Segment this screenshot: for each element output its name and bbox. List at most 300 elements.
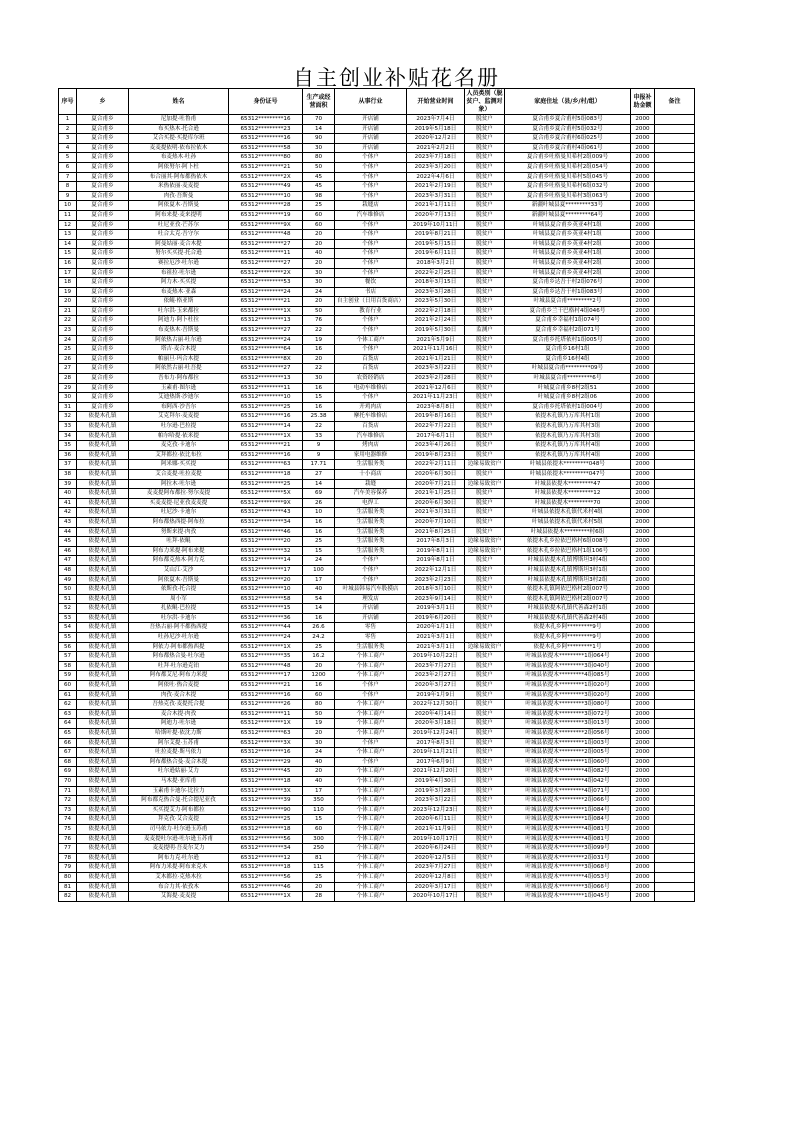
category-cell: 脱贫户 [465, 623, 505, 633]
address-cell: 叶城县依提木*********4组085号 [505, 671, 631, 681]
township-cell: 依提木孔镇 [77, 479, 129, 489]
remarks-cell [655, 278, 695, 288]
remarks-cell [655, 613, 695, 623]
industry-cell: 个体工商户 [335, 767, 407, 777]
township-cell: 依提木孔镇 [77, 556, 129, 566]
index-cell: 5 [59, 153, 77, 163]
name-cell: 帕丽旦·玛合木提 [129, 354, 229, 364]
name-cell: 阿依然古丽·吐吾提 [129, 364, 229, 374]
start-date-cell: 2023年3月22日 [407, 796, 465, 806]
amount-cell: 2000 [631, 239, 655, 249]
start-date-cell: 2019年10月22日 [407, 652, 465, 662]
header-address: 家庭住址（县/乡/村/组） [505, 89, 631, 115]
start-date-cell: 2017年8月3日 [407, 738, 465, 748]
id-number-cell: 65312*********43 [229, 508, 303, 518]
index-cell: 70 [59, 776, 77, 786]
industry-cell: 个体户 [335, 220, 407, 230]
table-row [59, 594, 695, 604]
name-cell: 阿依吐·热合麦提 [129, 681, 229, 691]
start-date-cell: 2022年12月30日 [407, 700, 465, 710]
amount-cell: 2000 [631, 844, 655, 854]
address-cell: 叶城县依提木孔镇代善森2村4组 [505, 613, 631, 623]
remarks-cell [655, 172, 695, 182]
remarks-cell [655, 402, 695, 412]
table-row [59, 805, 695, 815]
amount-cell: 2000 [631, 268, 655, 278]
area-cell: 80 [303, 153, 335, 163]
township-cell: 依提木孔镇 [77, 422, 129, 432]
remarks-cell [655, 258, 695, 268]
category-cell: 监测户 [465, 326, 505, 336]
address-cell: 依提木孔镇阿依巴格村2组007号 [505, 585, 631, 595]
category-cell: 脱贫户 [465, 364, 505, 374]
name-cell: 阿布都艾尼·阿布力米提 [129, 671, 229, 681]
id-number-cell: 65312*********27 [229, 326, 303, 336]
table-row [59, 508, 695, 518]
amount-cell: 2000 [631, 162, 655, 172]
area-cell: 17 [303, 575, 335, 585]
index-cell: 58 [59, 661, 77, 671]
amount-cell: 2000 [631, 297, 655, 307]
start-date-cell: 2020年6月24日 [407, 844, 465, 854]
category-cell: 边缘易致贫户 [465, 479, 505, 489]
address-cell: 叶城县依提木*********70 [505, 498, 631, 508]
industry-cell: 个体工商户 [335, 709, 407, 719]
industry-cell: 个体工商户 [335, 815, 407, 825]
name-cell: 阿依夏木·吾斯曼 [129, 575, 229, 585]
name-cell: 麦麦提依明·依布拉依木 [129, 143, 229, 153]
area-cell: 19 [303, 335, 335, 345]
township-cell: 依提木孔镇 [77, 844, 129, 854]
township-cell: 依提木孔镇 [77, 834, 129, 844]
index-cell: 55 [59, 633, 77, 643]
remarks-cell [655, 354, 695, 364]
remarks-cell [655, 249, 695, 259]
id-number-cell: 65312*********21 [229, 681, 303, 691]
township-cell: 依提木孔镇 [77, 824, 129, 834]
table-row [59, 450, 695, 460]
address-cell: 叶城县依提木*********1组064号 [505, 652, 631, 662]
amount-cell: 2000 [631, 153, 655, 163]
industry-cell: 个体工商户 [335, 652, 407, 662]
amount-cell: 2000 [631, 182, 655, 192]
table-row [59, 824, 695, 834]
index-cell: 82 [59, 892, 77, 902]
name-cell: 麦合木提·肉孜 [129, 709, 229, 719]
id-number-cell: 65312*********16 [229, 115, 303, 125]
category-cell: 脱贫户 [465, 882, 505, 892]
start-date-cell: 2021年11月9日 [407, 824, 465, 834]
industry-cell: 个体工商户 [335, 661, 407, 671]
amount-cell: 2000 [631, 278, 655, 288]
name-cell: 周小军 [129, 594, 229, 604]
name-cell: 阿布来提·麦来提明 [129, 210, 229, 220]
start-date-cell: 2020年12月8日 [407, 872, 465, 882]
id-number-cell: 65312*********19 [229, 210, 303, 220]
township-cell: 依提木孔镇 [77, 613, 129, 623]
amount-cell: 2000 [631, 441, 655, 451]
area-cell: 115 [303, 863, 335, 873]
start-date-cell: 2020年4月14日 [407, 709, 465, 719]
amount-cell: 2000 [631, 738, 655, 748]
start-date-cell: 2020年7月21日 [407, 479, 465, 489]
id-number-cell: 65312*********21 [229, 297, 303, 307]
id-number-cell: 65312*********48 [229, 661, 303, 671]
address-cell: 叶城县依提木*********12 [505, 489, 631, 499]
area-cell: 16 [303, 613, 335, 623]
remarks-cell [655, 115, 695, 125]
township-cell: 依提木孔镇 [77, 729, 129, 739]
amount-cell: 2000 [631, 815, 655, 825]
township-cell: 依提木孔镇 [77, 681, 129, 691]
id-number-cell: 65312*********34 [229, 517, 303, 527]
start-date-cell: 2023年5月30日 [407, 297, 465, 307]
category-cell: 脱贫户 [465, 527, 505, 537]
industry-cell: 十小商店 [335, 469, 407, 479]
category-cell: 脱贫户 [465, 834, 505, 844]
start-date-cell: 2017年6月9日 [407, 757, 465, 767]
industry-cell: 生活服务类 [335, 460, 407, 470]
amount-cell: 2000 [631, 767, 655, 777]
area-cell: 40 [303, 776, 335, 786]
start-date-cell: 2022年12月1日 [407, 565, 465, 575]
township-cell: 依提木孔镇 [77, 719, 129, 729]
area-cell: 20 [303, 230, 335, 240]
area-cell: 16.2 [303, 652, 335, 662]
township-cell: 依提木孔镇 [77, 498, 129, 508]
industry-cell: 个体户 [335, 239, 407, 249]
address-cell: 依提木孔乡阿*********9号 [505, 623, 631, 633]
index-cell: 24 [59, 335, 77, 345]
industry-cell: 理发店 [335, 594, 407, 604]
id-number-cell: 65312*********2X [229, 172, 303, 182]
category-cell: 边缘易致贫户 [465, 642, 505, 652]
address-cell: 叶城县依提木*********1组020号 [505, 681, 631, 691]
area-cell: 14 [303, 479, 335, 489]
category-cell: 脱贫户 [465, 748, 505, 758]
address-cell: 夏合甫乡吐格曼贝希村3组063号 [505, 191, 631, 201]
township-cell: 依提木孔镇 [77, 786, 129, 796]
table-row [59, 201, 695, 211]
remarks-cell [655, 805, 695, 815]
table-row [59, 834, 695, 844]
start-date-cell: 2023年7月18日 [407, 153, 465, 163]
name-cell: 吐孙尼沙·吐尔逊 [129, 633, 229, 643]
amount-cell: 2000 [631, 834, 655, 844]
index-cell: 79 [59, 863, 77, 873]
category-cell: 脱贫户 [465, 297, 505, 307]
amount-cell: 2000 [631, 364, 655, 374]
table-row [59, 872, 695, 882]
table-row [59, 412, 695, 422]
township-cell: 依提木孔镇 [77, 671, 129, 681]
category-cell: 脱贫户 [465, 412, 505, 422]
index-cell: 36 [59, 450, 77, 460]
start-date-cell: 2018年3月2日 [407, 258, 465, 268]
table-row [59, 479, 695, 489]
area-cell: 17 [303, 786, 335, 796]
table-row [59, 767, 695, 777]
id-number-cell: 65312*********27 [229, 258, 303, 268]
address-cell: 叶城县依提木*********1组060号 [505, 757, 631, 767]
township-cell: 依提木孔镇 [77, 604, 129, 614]
address-cell: 叶城县依提木孔镇博斯坦3村4组 [505, 556, 631, 566]
id-number-cell: 65312*********25 [229, 402, 303, 412]
remarks-cell [655, 201, 695, 211]
index-cell: 42 [59, 508, 77, 518]
remarks-cell [655, 892, 695, 902]
name-cell: 艾海提·麦麦提 [129, 892, 229, 902]
township-cell: 依提木孔镇 [77, 575, 129, 585]
remarks-cell [655, 412, 695, 422]
id-number-cell: 65312*********90 [229, 805, 303, 815]
header-area: 生产或经营面积 [303, 89, 335, 115]
index-cell: 6 [59, 162, 77, 172]
industry-cell: 开店铺 [335, 604, 407, 614]
remarks-cell [655, 652, 695, 662]
index-cell: 52 [59, 604, 77, 614]
area-cell: 60 [303, 220, 335, 230]
id-number-cell: 65312*********16 [229, 748, 303, 758]
category-cell: 脱贫户 [465, 469, 505, 479]
start-date-cell: 2019年8月23日 [407, 450, 465, 460]
id-number-cell: 65312*********44 [229, 623, 303, 633]
id-number-cell: 65312*********1X [229, 642, 303, 652]
category-cell: 脱贫户 [465, 556, 505, 566]
name-cell: 努斯来提·肉孜 [129, 527, 229, 537]
id-number-cell: 65312*********21 [229, 162, 303, 172]
amount-cell: 2000 [631, 134, 655, 144]
category-cell: 脱贫户 [465, 306, 505, 316]
area-cell: 26 [303, 498, 335, 508]
address-cell: 夏合甫乡幸福村2组071号 [505, 326, 631, 336]
township-cell: 夏合甫乡 [77, 326, 129, 336]
township-cell: 夏合甫乡 [77, 230, 129, 240]
industry-cell: 个体户 [335, 738, 407, 748]
name-cell: 布合力其·依孜木 [129, 882, 229, 892]
industry-cell: 汽车维修店 [335, 210, 407, 220]
id-number-cell: 65312*********45 [229, 767, 303, 777]
category-cell: 脱贫户 [465, 575, 505, 585]
address-cell: 依提木孔乡阿*********1号 [505, 642, 631, 652]
category-cell: 脱贫户 [465, 210, 505, 220]
remarks-cell [655, 268, 695, 278]
subsidy-roster-table [58, 88, 695, 902]
name-cell: 艾克拜尔·麦麦提 [129, 412, 229, 422]
index-cell: 14 [59, 239, 77, 249]
area-cell: 25 [303, 537, 335, 547]
industry-cell: 个体户 [335, 153, 407, 163]
address-cell: 叶城县依提木*********4组071号 [505, 786, 631, 796]
area-cell: 98 [303, 191, 335, 201]
amount-cell: 2000 [631, 556, 655, 566]
index-cell: 29 [59, 383, 77, 393]
address-cell: 夏合甫乡夏合甫村6组025号 [505, 134, 631, 144]
address-cell: 依提木孔镇乃万库其村3组 [505, 431, 631, 441]
remarks-cell [655, 422, 695, 432]
amount-cell: 2000 [631, 374, 655, 384]
address-cell: 依提木孔乡拉依巴格村6组008号 [505, 537, 631, 547]
start-date-cell: 2021年3月1日 [407, 642, 465, 652]
amount-cell: 2000 [631, 585, 655, 595]
amount-cell: 2000 [631, 431, 655, 441]
id-number-cell: 65312*********35 [229, 652, 303, 662]
category-cell: 脱贫户 [465, 565, 505, 575]
area-cell: 16 [303, 383, 335, 393]
address-cell: 叶城县依提木*********1组084号 [505, 815, 631, 825]
start-date-cell: 2021年12月20日 [407, 767, 465, 777]
index-cell: 19 [59, 287, 77, 297]
table-row [59, 671, 695, 681]
area-cell: 33 [303, 431, 335, 441]
index-cell: 59 [59, 671, 77, 681]
name-cell: 吐拜·依鲲 [129, 537, 229, 547]
amount-cell: 2000 [631, 892, 655, 902]
id-number-cell: 65312*********15 [229, 604, 303, 614]
industry-cell: 开店铺 [335, 613, 407, 623]
category-cell: 脱贫户 [465, 220, 505, 230]
start-date-cell: 2020年7月10日 [407, 517, 465, 527]
area-cell: 17.71 [303, 460, 335, 470]
category-cell: 脱贫户 [465, 681, 505, 691]
table-header-row [59, 89, 695, 115]
remarks-cell [655, 815, 695, 825]
start-date-cell: 2022年2月18日 [407, 306, 465, 316]
table-row [59, 882, 695, 892]
category-cell: 脱贫户 [465, 796, 505, 806]
start-date-cell: 2021年5月9日 [407, 335, 465, 345]
table-row [59, 681, 695, 691]
category-cell: 脱贫户 [465, 613, 505, 623]
township-cell: 依提木孔镇 [77, 815, 129, 825]
table-row [59, 537, 695, 547]
industry-cell: 书店 [335, 287, 407, 297]
township-cell: 依提木孔镇 [77, 431, 129, 441]
amount-cell: 2000 [631, 316, 655, 326]
remarks-cell [655, 661, 695, 671]
table-row [59, 700, 695, 710]
area-cell: 60 [303, 824, 335, 834]
header-id-number: 身份证号 [229, 89, 303, 115]
id-number-cell: 65312*********16 [229, 412, 303, 422]
id-number-cell: 65312*********24 [229, 287, 303, 297]
id-number-cell: 65312*********25 [229, 479, 303, 489]
category-cell: 边缘易致贫户 [465, 460, 505, 470]
index-cell: 25 [59, 345, 77, 355]
start-date-cell: 2022年2月25日 [407, 268, 465, 278]
table-row [59, 278, 695, 288]
id-number-cell: 65312*********49 [229, 182, 303, 192]
township-cell: 依提木孔镇 [77, 441, 129, 451]
id-number-cell: 65312*********39 [229, 796, 303, 806]
category-cell: 脱贫户 [465, 671, 505, 681]
start-date-cell: 2019年5月30日 [407, 326, 465, 336]
id-number-cell: 65312*********46 [229, 527, 303, 537]
remarks-cell [655, 498, 695, 508]
header-index: 序号 [59, 89, 77, 115]
remarks-cell [655, 690, 695, 700]
index-cell: 21 [59, 306, 77, 316]
industry-cell: 个体工商户 [335, 892, 407, 902]
industry-cell: 个体户 [335, 326, 407, 336]
id-number-cell: 65312*********21 [229, 441, 303, 451]
industry-cell: 个体工商户 [335, 805, 407, 815]
township-cell: 依提木孔镇 [77, 469, 129, 479]
area-cell: 250 [303, 844, 335, 854]
amount-cell: 2000 [631, 748, 655, 758]
area-cell: 20 [303, 258, 335, 268]
index-cell: 71 [59, 786, 77, 796]
township-cell: 夏合甫乡 [77, 153, 129, 163]
township-cell: 依提木孔镇 [77, 594, 129, 604]
table-row [59, 306, 695, 316]
index-cell: 35 [59, 441, 77, 451]
remarks-cell [655, 604, 695, 614]
industry-cell: 个体工商户 [335, 796, 407, 806]
start-date-cell: 2022年4月6日 [407, 172, 465, 182]
table-row [59, 863, 695, 873]
address-cell: 叶城县依提木*********3组080号 [505, 700, 631, 710]
remarks-cell [655, 633, 695, 643]
remarks-cell [655, 700, 695, 710]
id-number-cell: 65312*********11 [229, 383, 303, 393]
id-number-cell: 65312*********24 [229, 335, 303, 345]
start-date-cell: 2021年1月11日 [407, 201, 465, 211]
id-number-cell: 65312*********12 [229, 853, 303, 863]
amount-cell: 2000 [631, 508, 655, 518]
category-cell: 脱贫户 [465, 162, 505, 172]
id-number-cell: 65312*********58 [229, 594, 303, 604]
area-cell: 14 [303, 124, 335, 134]
remarks-cell [655, 450, 695, 460]
address-cell: 叶城县依提木孔镇代善森2村1组 [505, 604, 631, 614]
township-cell: 夏合甫乡 [77, 220, 129, 230]
township-cell: 夏合甫乡 [77, 210, 129, 220]
area-cell: 25 [303, 642, 335, 652]
id-number-cell: 65312*********9X [229, 220, 303, 230]
category-cell: 脱贫户 [465, 489, 505, 499]
industry-cell: 摩托车维修店 [335, 412, 407, 422]
remarks-cell [655, 153, 695, 163]
address-cell: 夏合甫乡托塔依村1组004号 [505, 402, 631, 412]
amount-cell: 2000 [631, 210, 655, 220]
remarks-cell [655, 786, 695, 796]
amount-cell: 2000 [631, 115, 655, 125]
remarks-cell [655, 383, 695, 393]
township-cell: 夏合甫乡 [77, 249, 129, 259]
remarks-cell [655, 508, 695, 518]
area-cell: 16 [303, 681, 335, 691]
industry-cell: 烤肉店 [335, 441, 407, 451]
amount-cell: 2000 [631, 690, 655, 700]
start-date-cell: 2021年1月25日 [407, 489, 465, 499]
category-cell: 脱贫户 [465, 805, 505, 815]
industry-cell: 个体工商户 [335, 671, 407, 681]
remarks-cell [655, 182, 695, 192]
start-date-cell: 2023年3月22日 [407, 364, 465, 374]
township-cell: 依提木孔镇 [77, 623, 129, 633]
index-cell: 15 [59, 249, 77, 259]
index-cell: 48 [59, 565, 77, 575]
category-cell: 脱贫户 [465, 709, 505, 719]
table-row [59, 354, 695, 364]
name-cell: 拜克孜·艾合麦提 [129, 815, 229, 825]
industry-cell: 自主创业（日用百货商店） [335, 297, 407, 307]
start-date-cell: 2020年3月27日 [407, 681, 465, 691]
address-cell: 夏合甫乡夏合甫村5组032号 [505, 124, 631, 134]
industry-cell: 生活服务类 [335, 546, 407, 556]
id-number-cell: 65312*********20 [229, 537, 303, 547]
